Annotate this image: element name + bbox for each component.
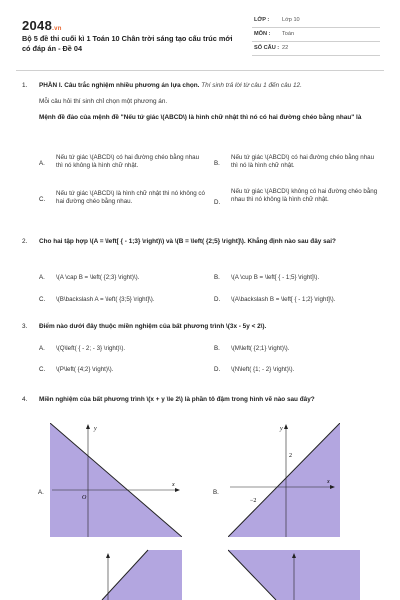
question-4: 4. Miền nghiệm của bất phương trình \(x + y \le 2\) là phần tô đậm trong hình vẽ nào sau đây? A. B. <box>22 396 378 600</box>
question-number: 3. <box>22 323 28 330</box>
meta-row-count <box>252 42 380 56</box>
option-text: Nếu tứ giác \(ABCD\) là hình chữ nhật thì nó không có hai đường chéo bằng nhau. <box>56 190 205 206</box>
meta-key: LỚP : <box>254 17 270 23</box>
question-1: 1. PHẦN I. Câu trắc nghiệm nhiều phương án lựa chọn. Thí sinh trả lời từ câu 1 đến câu 12. Mỗi câu hỏi thí sinh chỉ chọn một phương án. Mệnh đề đảo của mệnh đề "Nếu tứ giác \(ABCD\) là hình chữ nhật thì nó có hai đường chéo bằng nhau" là A. Nếu tứ giác \(ABCD\) có hai đường chéo bằng nhau thì nó không là hình chữ nhật. B. Nếu tứ giác \(ABCD\) có hai đường chéo bằng nhau thì nó là hình chữ nhật. C. Nếu tứ giác \(ABCD\) là hình chữ nhật thì nó không có hai đường chéo bằng nhau. D. Nếu tứ giác \(ABCD\) không có hai đường chéo bằng nhau thì nó không là hình chữ nhật. <box>22 82 378 232</box>
question-2: 2. Cho hai tập hợp \(A = \left[ { - 1;3} \right)\) và \(B = \left( {2;5} \right]\). Khẳng định nào sau đây sai? A. \(A \cap B = \left( {2;3} \right)\). B. \(A \cup B = \left[ { - 1;5} \right]\). C. \(B\backslash A = \left( {3;5} \right]\). D. \(A\backslash B = \left[ { - 1;2} \right]\). <box>22 238 378 328</box>
graph-option-c[interactable] <box>50 548 182 600</box>
origin-label: O <box>82 495 87 501</box>
y-axis-arrow <box>86 424 90 429</box>
part-instruction-italic: Thí sinh trả lời từ câu 1 đến câu 12. <box>201 82 302 89</box>
meta-value: Toán <box>282 31 295 37</box>
question-text: Mệnh đề đảo của mệnh đề "Nếu tứ giác \(ABCD\) là hình chữ nhật thì nó có hai đường chéo bằng nhau" là <box>39 114 362 121</box>
question-number: 4. <box>22 396 28 403</box>
option-text: \(A \cap B = \left( {2;3} \right)\). <box>56 274 140 281</box>
option-text: \(A\backslash B = \left[ { - 1;2} \right]\). <box>231 296 336 303</box>
question-text: Miền nghiệm của bất phương trình \(x + y \le 2\) là phần tô đậm trong hình vẽ nào sau đây? <box>39 396 315 403</box>
question-number: 1. <box>22 82 28 89</box>
x-label: x <box>327 479 330 485</box>
page-header <box>0 0 400 68</box>
x-label: x <box>172 482 175 488</box>
intercept-neg-label: −2 <box>250 498 257 504</box>
part-title: PHẦN I. Câu trắc nghiệm nhiều phương án lựa chọn. <box>39 82 200 89</box>
header-divider <box>16 70 384 71</box>
y-axis-arrow <box>106 553 110 558</box>
option-text: \(Q\left( { - 2; - 3} \right)\). <box>56 345 126 352</box>
meta-row-class <box>252 14 380 28</box>
graph-option-a[interactable] <box>50 423 182 537</box>
part-heading <box>39 82 379 91</box>
question-text: Điểm nào dưới đây thuộc miền nghiệm của bất phương trình \(3x - 5y < 2\). <box>39 323 267 330</box>
shaded-region <box>102 550 182 600</box>
meta-key: SỐ CÂU : <box>254 45 280 51</box>
meta-value: Lớp 10 <box>282 17 300 23</box>
graph-option-b[interactable] <box>228 423 340 537</box>
intercept-label: 2 <box>289 453 292 459</box>
part-instruction: Mỗi câu hỏi thí sinh chỉ chọn một phương án. <box>39 98 168 105</box>
graph-option-d[interactable] <box>228 548 360 600</box>
question-number: 2. <box>22 238 28 245</box>
y-label: y <box>94 426 97 432</box>
option-text: \(P\left( {4;2} \right)\). <box>56 366 114 373</box>
document-meta <box>252 14 380 56</box>
y-label: y <box>280 426 283 432</box>
option-text: \(M\left( {2;1} \right)\). <box>231 345 290 352</box>
meta-row-subject <box>252 28 380 42</box>
option-text: \(A \cup B = \left[ { - 1;5} \right]\). <box>231 274 320 281</box>
option-text: \(N\left( {1; - 2} \right)\). <box>231 366 295 373</box>
meta-value: 22 <box>282 45 289 51</box>
question-3: 3. Điểm nào dưới đây thuộc miền nghiệm của bất phương trình \(3x - 5y < 2\). A. \(Q\left( { - 2; - 3} \right)\). B. \(M\left( {2;1} \right)\). C. \(P\left( {4;2} \right)\). D. \(N\left( {1; - 2} \right)\). <box>22 323 378 393</box>
meta-key: MÔN : <box>254 31 271 37</box>
site-logo[interactable]: 2048.vn <box>22 18 62 33</box>
question-text: Cho hai tập hợp \(A = \left[ { - 1;3} \right)\) và \(B = \left( {2;5} \right]\). Khẳng định nào sau đây sai? <box>39 238 336 245</box>
option-text: \(B\backslash A = \left( {3;5} \right]\). <box>56 296 155 303</box>
option-text: Nếu tứ giác \(ABCD\) có hai đường chéo bằng nhau thì nó không là hình chữ nhật. <box>56 154 200 170</box>
option-text: Nếu tứ giác \(ABCD\) không có hai đường chéo bằng nhau thì nó không là hình chữ nhật. <box>231 188 378 204</box>
option-text: Nếu tứ giác \(ABCD\) có hai đường chéo bằng nhau thì nó là hình chữ nhật. <box>231 154 375 170</box>
x-axis-arrow <box>175 488 180 492</box>
document-title: Bộ 5 đề thi cuối kì 1 Toán 10 Chân trời sáng tạo cấu trúc mới có đáp án - Đề 04 <box>22 34 233 54</box>
